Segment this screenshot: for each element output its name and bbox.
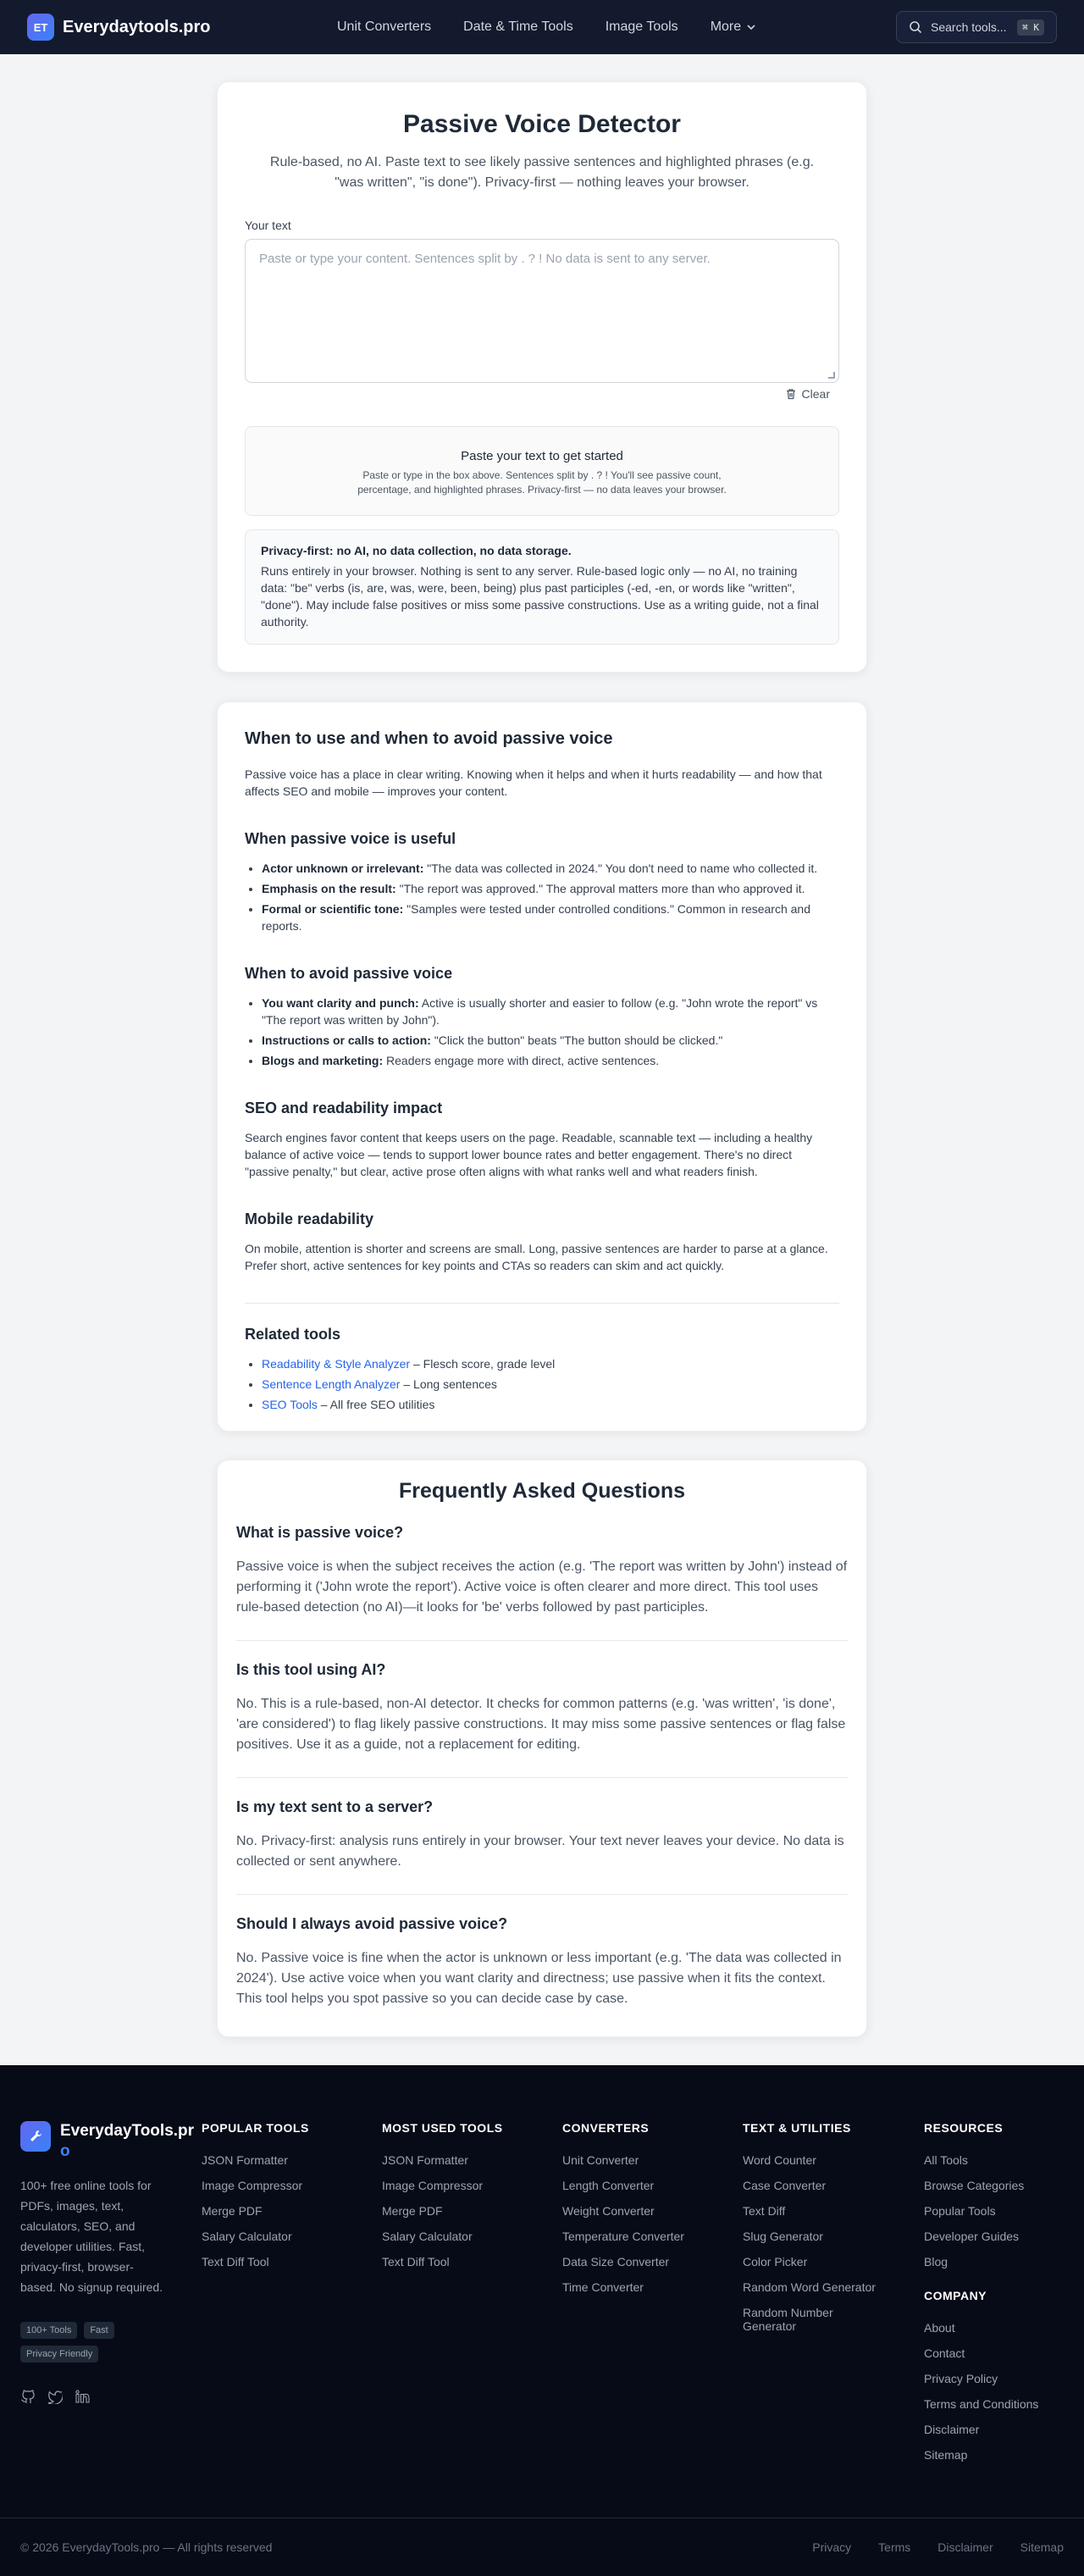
tool-card: [217, 81, 867, 673]
privacy-title: Privacy-first: no AI, no data collection, no data storage.: [261, 544, 572, 557]
footer-link[interactable]: Browse Categories: [924, 2179, 1025, 2192]
mobile-heading: Mobile readability: [245, 1210, 374, 1227]
list-item: • Sentence Length Analyzer – Long sentences: [262, 1376, 839, 1393]
footer-tags: [20, 2322, 173, 2363]
footer-link[interactable]: Blog: [924, 2255, 948, 2269]
footer-link[interactable]: Salary Calculator: [382, 2230, 473, 2243]
footer-link[interactable]: Random Word Generator: [743, 2280, 876, 2294]
footer-link[interactable]: Time Converter: [562, 2280, 644, 2294]
faq-item: [236, 1778, 848, 1895]
wrench-icon: [20, 2121, 51, 2152]
footer-privacy-link[interactable]: Privacy: [812, 2540, 852, 2554]
privacy-notice: [245, 529, 839, 645]
footer-link[interactable]: JSON Formatter: [382, 2153, 468, 2167]
footer-terms-link[interactable]: Terms: [878, 2540, 911, 2554]
divider: [245, 1303, 839, 1304]
footer-link[interactable]: Data Size Converter: [562, 2255, 670, 2269]
footer-link[interactable]: Random Number Generator: [743, 2306, 833, 2333]
seo-heading: SEO and readability impact: [245, 1100, 443, 1116]
text-input[interactable]: [245, 239, 839, 383]
footer-link[interactable]: Length Converter: [562, 2179, 655, 2192]
nav-more-menu[interactable]: [711, 19, 756, 35]
faq-answer: No. This is a rule-based, non-AI detector. It checks for common patterns (e.g. 'was written', 'is done', 'are considered') to flag likely passive constructions. It may miss some passive sentences or flag false positives. Use it as a guide, not a replacement for editing.: [236, 1697, 846, 1752]
avoid-list: [245, 994, 839, 1069]
footer-link[interactable]: Case Converter: [743, 2179, 827, 2192]
privacy-desc: Runs entirely in your browser. Nothing is sent to any server. Rule-based logic only — no AI, no training data: "be" verbs (is, are, was, were, been, being) plus past participles (-ed, -en, or words like "written", "done"). May include false positives or miss some passive constructions. Use as a writing guide, not a final authority.: [261, 564, 819, 629]
footer-col-heading: COMPANY: [924, 2289, 987, 2302]
nav-link-image-tools[interactable]: Image Tools: [605, 19, 678, 34]
nav-link-date-time[interactable]: Date & Time Tools: [463, 19, 573, 34]
faq-question: What is passive voice?: [236, 1524, 404, 1541]
page-title: Passive Voice Detector: [403, 110, 681, 138]
empty-state-desc: Paste or type in the box above. Sentences split by . ? ! You'll see passive count, percentage, and highlighted phrases. Privacy-first — no data leaves your browser.: [357, 469, 727, 496]
list-item: • Instructions or calls to action: "Click the button" beats "The button should be clicked.": [262, 1032, 839, 1049]
footer-link[interactable]: Disclaimer: [924, 2423, 980, 2436]
faq-item: [236, 1895, 848, 2031]
footer-col-resources: [924, 2121, 1038, 2474]
footer-link[interactable]: All Tools: [924, 2153, 968, 2167]
related-link-seo-tools[interactable]: SEO Tools: [262, 1398, 318, 1411]
footer-sitemap-link[interactable]: Sitemap: [1020, 2540, 1064, 2554]
footer-link[interactable]: Sitemap: [924, 2448, 968, 2462]
footer-link[interactable]: JSON Formatter: [202, 2153, 288, 2167]
list-item: • Actor unknown or irrelevant: "The data was collected in 2024." You don't need to name who collected it.: [262, 860, 839, 877]
footer-link[interactable]: Salary Calculator: [202, 2230, 292, 2243]
list-item: • Readability & Style Analyzer – Flesch score, grade level: [262, 1355, 839, 1372]
footer-col-heading: CONVERTERS: [562, 2121, 650, 2135]
footer-link[interactable]: Popular Tools: [924, 2204, 996, 2218]
footer-link[interactable]: About: [924, 2321, 955, 2335]
avoid-heading: When to avoid passive voice: [245, 965, 453, 982]
logo-text: Everydaytools.pro: [63, 17, 211, 36]
logo-badge: ET: [27, 14, 54, 41]
faq-question: Is this tool using AI?: [236, 1661, 386, 1678]
faq-item: [236, 1504, 848, 1641]
footer-link[interactable]: Text Diff Tool: [202, 2255, 269, 2269]
search-tools-button[interactable]: [896, 11, 1057, 43]
footer-link[interactable]: Merge PDF: [382, 2204, 443, 2218]
guide-title: When to use and when to avoid passive voice: [245, 729, 613, 748]
text-field-label: Your text: [245, 219, 291, 232]
footer-link[interactable]: Image Compressor: [202, 2179, 303, 2192]
faq-question: Should I always avoid passive voice?: [236, 1915, 508, 1932]
search-shortcut: ⌘ K: [1017, 19, 1044, 36]
footer-link[interactable]: Image Compressor: [382, 2179, 484, 2192]
footer-bottom-links: [812, 2540, 1064, 2554]
related-link-sentence-length[interactable]: Sentence Length Analyzer: [262, 1377, 401, 1391]
site-footer: [0, 2065, 1084, 2576]
chevron-down-icon: [746, 22, 756, 32]
footer-tag: 100+ Tools: [20, 2322, 77, 2339]
nav-links: [337, 0, 756, 54]
footer-link[interactable]: Contact: [924, 2346, 965, 2360]
footer-bottom-bar: [0, 2518, 1084, 2576]
footer-tag: Fast: [84, 2322, 113, 2339]
footer-col-heading: RESOURCES: [924, 2121, 1004, 2135]
related-link-readability[interactable]: Readability & Style Analyzer: [262, 1357, 411, 1371]
mobile-text: On mobile, attention is shorter and screens are small. Long, passive sentences are harder to parse at a glance. Prefer short, active sentences for key points and CTAs so readers can skim and act quickly.: [245, 1242, 828, 1272]
list-item: • You want clarity and punch: Active is usually shorter and easier to follow (e.g. "John wrote the report" vs "The report was written by John").: [262, 994, 839, 1028]
footer-description: 100+ free online tools for PDFs, images, text, calculators, SEO, and developer utilities. Fast, privacy-first, browser-based. No signup required.: [20, 2179, 163, 2294]
footer-brand[interactable]: EverydayTools.pro: [60, 2122, 195, 2160]
footer-col-converters: [562, 2121, 684, 2306]
clear-label: Clear: [801, 387, 830, 401]
faq-item: [236, 1641, 848, 1778]
nav-link-unit-converters[interactable]: Unit Converters: [337, 19, 432, 34]
empty-state: [245, 426, 839, 516]
trash-icon: [785, 388, 797, 400]
text-input-placeholder: Paste or type your content. Sentences split by . ? ! No data is sent to any server.: [259, 252, 711, 266]
faq-question: Is my text sent to a server?: [236, 1798, 434, 1815]
related-heading: Related tools: [245, 1326, 341, 1343]
footer-link[interactable]: Color Picker: [743, 2255, 808, 2269]
guide-card: [217, 701, 867, 1432]
top-navbar: [0, 0, 1084, 54]
footer-col-heading: MOST USED TOOLS: [382, 2121, 503, 2135]
github-icon[interactable]: [20, 2389, 36, 2404]
list-item: • Blogs and marketing: Readers engage more with direct, active sentences.: [262, 1052, 839, 1069]
footer-link[interactable]: Privacy Policy: [924, 2372, 998, 2385]
footer-link[interactable]: Word Counter: [743, 2153, 816, 2167]
footer-link[interactable]: Text Diff: [743, 2204, 786, 2218]
faq-answer: No. Passive voice is fine when the actor is unknown or less important (e.g. 'The data was collected in 2024'). Use active voice when you want clarity and directness; use passive when it fits the context. This tool helps you spot passive so you can decide case by case.: [236, 1951, 842, 2006]
social-links: [20, 2389, 90, 2404]
seo-text: Search engines favor content that keeps users on the page. Readable, scannable text — including a healthy balance of active voice — tends to support lower bounce rates and better engagement. There's no direct "passive penalty," but clear, active prose often aligns with what ranks well and what readers finish.: [245, 1131, 813, 1178]
faq-card: [217, 1460, 867, 2037]
footer-link[interactable]: Unit Converter: [562, 2153, 639, 2167]
list-item: • SEO Tools – All free SEO utilities: [262, 1396, 839, 1413]
guide-intro: Passive voice has a place in clear writing. Knowing when it helps and when it hurts readability — and how that affects SEO and mobile — improves your content.: [245, 767, 822, 798]
useful-heading: When passive voice is useful: [245, 830, 456, 847]
search-label: Search tools...: [931, 20, 1007, 34]
footer-link[interactable]: Temperature Converter: [562, 2230, 684, 2243]
footer-link[interactable]: Weight Converter: [562, 2204, 655, 2218]
list-item: • Emphasis on the result: "The report was approved." The approval matters more than who approved it.: [262, 880, 839, 897]
resize-handle-icon[interactable]: [828, 372, 835, 379]
footer-link[interactable]: Terms and Conditions: [924, 2397, 1039, 2411]
site-logo[interactable]: [27, 14, 211, 41]
footer-disclaimer-link[interactable]: Disclaimer: [937, 2540, 993, 2554]
footer-tag: Privacy Friendly: [20, 2346, 98, 2363]
useful-list: [245, 860, 839, 934]
list-item: • Formal or scientific tone: "Samples were tested under controlled conditions." Common in research and reports.: [262, 900, 839, 934]
nav-more-label: More: [710, 19, 742, 34]
faq-answer: Passive voice is when the subject receives the action (e.g. 'The report was written by John') instead of performing it ('John wrote the report'). Active voice is often clearer and more direct. This tool uses rule-based detection (no AI)—it looks for 'be' verbs followed by past participles.: [236, 1559, 848, 1615]
footer-col-heading: TEXT & UTILITIES: [743, 2121, 851, 2135]
related-tools: [245, 1326, 839, 1413]
empty-state-title: Paste your text to get started: [461, 449, 623, 463]
page-subtitle: Rule-based, no AI. Paste text to see likely passive sentences and highlighted phrases (e.g. "was written", "is done"). Privacy-first — nothing leaves your browser.: [269, 155, 815, 190]
footer-col-most-used: [382, 2121, 503, 2280]
footer-col-popular: [202, 2121, 309, 2280]
faq-title: Frequently Asked Questions: [398, 1479, 686, 1503]
faq-answer: No. Privacy-first: analysis runs entirely in your browser. Your text never leaves your device. No data is collected or sent anywhere.: [236, 1834, 844, 1869]
linkedin-icon[interactable]: [75, 2389, 90, 2404]
search-icon: [909, 20, 922, 34]
footer-link[interactable]: Slug Generator: [743, 2230, 823, 2243]
footer-link[interactable]: Text Diff Tool: [382, 2255, 450, 2269]
copyright: © 2026 EverydayTools.pro — All rights reserved: [20, 2540, 273, 2554]
footer-col-text-utilities: [743, 2121, 895, 2345]
footer-link[interactable]: Developer Guides: [924, 2230, 1020, 2243]
footer-link[interactable]: Merge PDF: [202, 2204, 263, 2218]
twitter-icon[interactable]: [47, 2389, 63, 2404]
clear-button[interactable]: [785, 387, 830, 401]
footer-col-heading: POPULAR TOOLS: [202, 2121, 309, 2135]
